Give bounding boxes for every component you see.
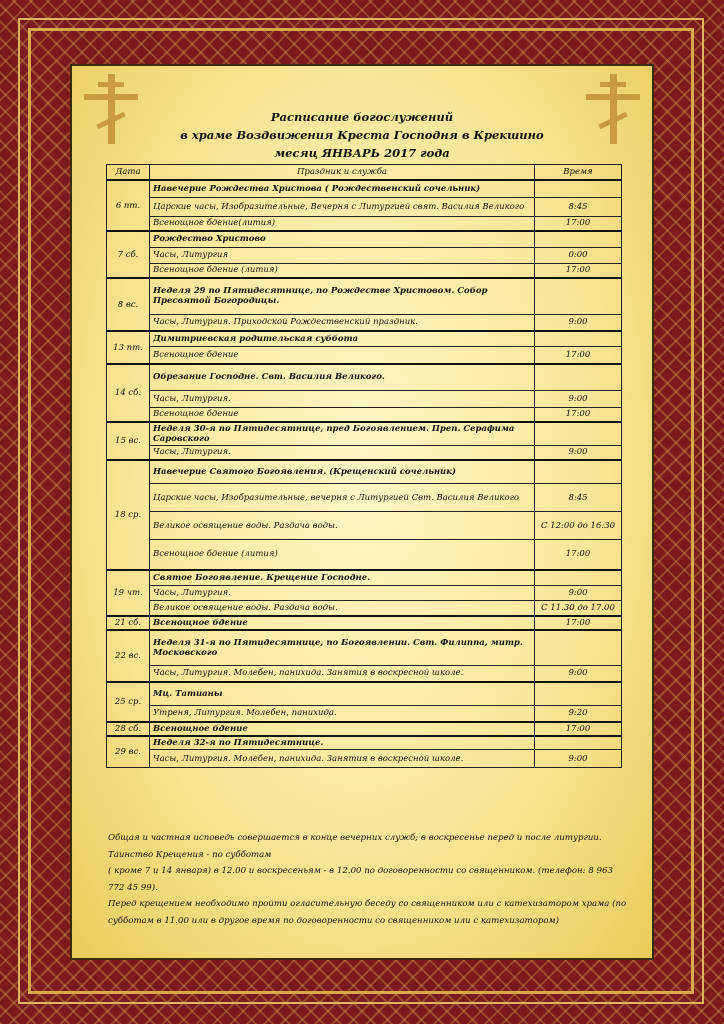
feast-name: Всенощное бдение: [150, 722, 535, 736]
service-time: [535, 460, 622, 484]
note-confession: Общая и частная исповедь совершается в конце вечерних служб; в воскресенье перед и после литургии.: [108, 833, 602, 843]
service-name: Великое освящение воды. Раздача воды.: [150, 512, 535, 540]
feast-name: Навечерие Рождества Христова ( Рождественский сочельник): [150, 180, 535, 197]
day-date: 28 сб.: [107, 722, 150, 736]
feast-name: Обрезание Господне. Свт. Василия Великого.: [150, 364, 535, 390]
service-name: Часы, Литургия: [150, 247, 535, 263]
table-row: [107, 601, 622, 616]
note-baptism: Таинство Крещения - по субботам: [108, 849, 272, 860]
day-date: 25 ср.: [107, 682, 150, 722]
service-time: [535, 630, 622, 666]
service-time: [535, 570, 622, 586]
service-name: Всенощное бдение (лития): [150, 540, 535, 570]
service-name: Часы, Литургия. Приходской Рождественский праздник.: [150, 314, 535, 331]
table-header: [107, 165, 622, 181]
day-date: 13 пт.: [107, 331, 150, 364]
feast-name: Неделя 32-я по Пятидесятнице.: [150, 736, 535, 750]
feast-name: Всенощное бдение: [150, 616, 535, 630]
table-row: [107, 586, 622, 601]
day-date: 15 вс.: [107, 422, 150, 460]
service-time: [535, 736, 622, 750]
table-row: [107, 422, 622, 446]
feast-name: Неделя 29 по Пятидесятнице, по Рождестве Христовом. Собор Пресвятой Богородицы.: [150, 278, 535, 314]
day-date: 19 чт.: [107, 570, 150, 616]
service-name: Часы, Литургия. Молебен, панихида. Занятия в воскресной школе.: [150, 666, 535, 682]
day-date: 14 сб.: [107, 364, 150, 422]
table-row: [107, 278, 622, 314]
day-date: 7 сб.: [107, 231, 150, 278]
table-row: [107, 314, 622, 331]
schedule-table: [106, 164, 622, 768]
service-name: Всенощное бдение: [150, 346, 535, 364]
service-time: [535, 422, 622, 446]
col-date: Дата: [107, 165, 150, 181]
col-time: Время: [535, 165, 622, 181]
service-time: 17:00: [535, 216, 622, 231]
day-date: 8 вс.: [107, 278, 150, 331]
service-time: 17:00: [535, 407, 622, 422]
table-row: [107, 540, 622, 570]
day-date: 29 вс.: [107, 736, 150, 768]
feast-name: Неделя 30-я по Пятидесятнице, пред Богоявлением. Преп. Серафима Саровского: [150, 422, 535, 446]
service-time: 9:00: [535, 586, 622, 601]
service-name: Великое освящение воды. Раздача воды.: [150, 601, 535, 616]
service-name: Всенощное бдение(лития): [150, 216, 535, 231]
service-name: Всенощное бдение: [150, 407, 535, 422]
notes: [108, 830, 628, 929]
feast-name: Димитриевская родительская суббота: [150, 331, 535, 346]
table-row: [107, 570, 622, 586]
table-row: [107, 346, 622, 364]
table-row: [107, 630, 622, 666]
table-row: [107, 407, 622, 422]
schedule-body: [107, 180, 622, 768]
table-row: [107, 216, 622, 231]
service-time: 17:00: [535, 346, 622, 364]
service-time: 9:00: [535, 446, 622, 460]
service-time: [535, 278, 622, 314]
feast-name: Святое Богоявление. Крещение Господне.: [150, 570, 535, 586]
service-time: [535, 682, 622, 706]
service-time: 9:00: [535, 390, 622, 407]
service-name: Часы, Литургия.: [150, 446, 535, 460]
table-row: [107, 722, 622, 736]
table-row: [107, 736, 622, 750]
note-baptism-times: ( кроме 7 и 14 января) в 12.00 и воскресеньям - в 12.00 по договоренности со священником. (телефон: 8 963 772 45 99).: [108, 866, 613, 893]
day-date: 22 вс.: [107, 630, 150, 682]
service-time: 9:00: [535, 750, 622, 768]
feast-name: Мц. Татианы: [150, 682, 535, 706]
table-row: [107, 331, 622, 346]
month-label: месяц ЯНВАРЬ 2017 года: [274, 146, 450, 160]
service-time: [535, 331, 622, 346]
col-service: Праздник и служба: [150, 165, 535, 181]
table-row: [107, 247, 622, 263]
table-row: [107, 750, 622, 768]
service-time: 8:45: [535, 484, 622, 512]
service-name: Часы, Литургия. Молебен, панихида. Занятия в воскресной школе.: [150, 750, 535, 768]
page-title: Расписание богослужений: [270, 110, 454, 124]
service-time: [535, 180, 622, 197]
table-row: [107, 682, 622, 706]
service-name: Царские часы, Изобразительные, Вечерня с Литургией свят. Василия Великого: [150, 197, 535, 216]
service-time: 17:00: [535, 263, 622, 278]
service-name: Часы, Литургия.: [150, 586, 535, 601]
feast-name: Навечерие Святого Богоявления. (Крещенский сочельник): [150, 460, 535, 484]
table-row: [107, 512, 622, 540]
service-time: 17:00: [535, 540, 622, 570]
service-time: С 11.30 до 17.00: [535, 601, 622, 616]
service-name: Утреня, Литургия. Молебен, панихида.: [150, 706, 535, 722]
table-row: [107, 231, 622, 247]
table-row: [107, 263, 622, 278]
church-name: в храме Воздвижения Креста Господня в Крекшино: [180, 128, 544, 142]
day-date: 18 ср.: [107, 460, 150, 570]
service-time: 9:20: [535, 706, 622, 722]
service-time: 17:00: [535, 616, 622, 630]
day-date: 21 сб.: [107, 616, 150, 630]
service-time: 17:00: [535, 722, 622, 736]
service-time: С 12:00 до 16:30: [535, 512, 622, 540]
table-row: [107, 446, 622, 460]
service-name: Всенощное бдение (лития): [150, 263, 535, 278]
service-time: 0:00: [535, 247, 622, 263]
service-name: Часы, Литургия.: [150, 390, 535, 407]
table-row: [107, 460, 622, 484]
service-time: 9:00: [535, 314, 622, 331]
service-name: Царские часы, Изобразительные, вечерня с Литургией Свт. Василия Великого: [150, 484, 535, 512]
table-row: [107, 706, 622, 722]
feast-name: Рождество Христово: [150, 231, 535, 247]
table-row: [107, 197, 622, 216]
table-row: [107, 390, 622, 407]
table-row: [107, 484, 622, 512]
feast-name: Неделя 31-я по Пятидесятнице, по Богоявлении. Свт. Филиппа, митр. Московского: [150, 630, 535, 666]
note-catechesis: Перед крещением необходимо пройти огласительную беседу со священником или с катехизатором храма (по субботам в 11.00 или в другое время по договоренности со священником или с катехизатором): [108, 899, 627, 926]
day-date: 6 пт.: [107, 180, 150, 231]
table-row: [107, 616, 622, 630]
service-time: [535, 231, 622, 247]
service-time: 9:00: [535, 666, 622, 682]
service-time: 8:45: [535, 197, 622, 216]
table-row: [107, 666, 622, 682]
table-row: [107, 364, 622, 390]
table-row: [107, 180, 622, 197]
service-time: [535, 364, 622, 390]
